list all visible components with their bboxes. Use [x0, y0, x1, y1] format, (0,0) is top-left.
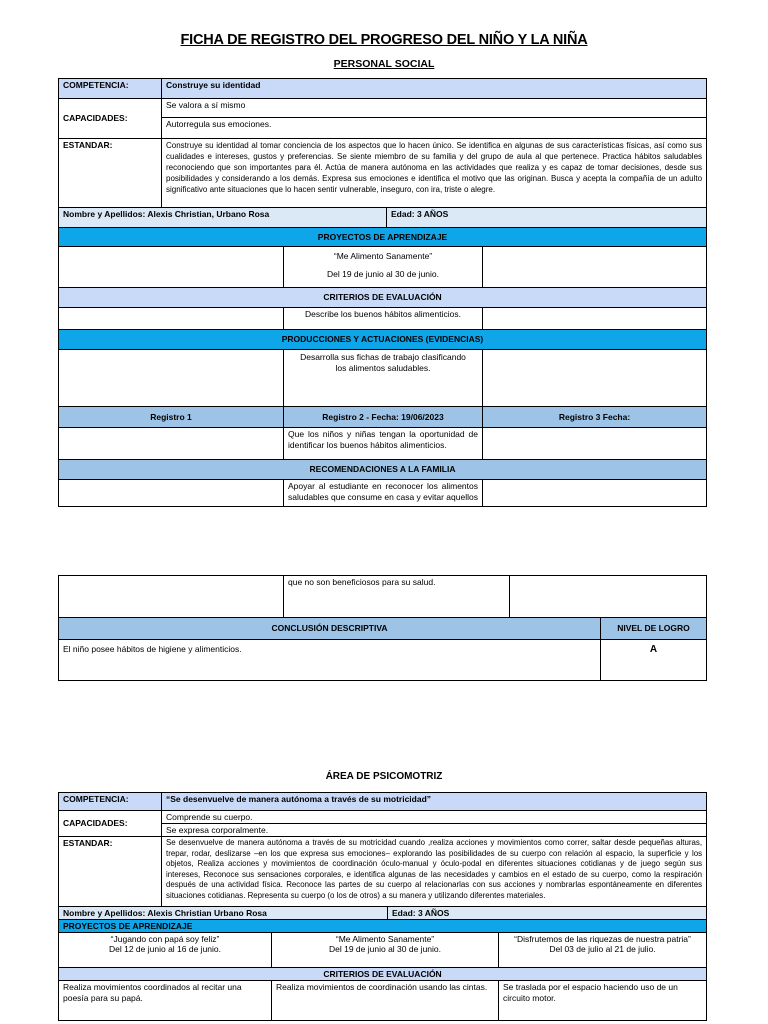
criterios-header: CRITERIOS DE EVALUACIÓN: [59, 968, 707, 981]
competencia-label: COMPETENCIA:: [59, 79, 162, 99]
criterio-cell: Realiza movimientos de coordinación usando las cintas.: [272, 981, 499, 1021]
proyecto-cell: [59, 933, 272, 968]
proyecto-dates: Del 12 de junio al 16 de junio.: [109, 944, 221, 954]
criterio-cell: Describe los buenos hábitos alimenticios.: [284, 308, 483, 330]
proyecto-dates: Del 19 de junio al 30 de junio.: [329, 944, 441, 954]
capacidades-label: CAPACIDADES:: [59, 99, 162, 139]
capacidad-item: Se valora a sí mismo: [162, 99, 707, 118]
personal-social-table: [58, 78, 707, 507]
empty-cell: [510, 576, 707, 618]
nivel-value: A: [601, 640, 707, 681]
criterio-cell: Realiza movimientos coordinados al recitar una poesía para su papá.: [59, 981, 272, 1021]
criterio-cell: Se traslada por el espacio haciendo uso de un circuito motor.: [499, 981, 707, 1021]
capacidad-item: Autorregula sus emociones.: [162, 118, 707, 139]
estandar-text: Construye su identidad al tomar conciencia de los aspectos que lo hacen único. Se identifica en algunas de sus características físicas, así como sus cualidades e intereses, gustos y preferencias. Se siente miembro de su familia y del grupo de aula al que pertenece. Practica hábitos saludables reconociendo que son importantes para él. Actúa de manera autónoma en las actividades que realiza y es capaz de tomar decisiones, desde sus posibilidades y considerando a los demás. Expresa sus emociones e identifica el motivo que las originan. Busca y acepta la compañía de un adulto significativo ante situaciones que lo hacen sentir vulnerable, inseguro, con ira, triste o alegre.: [162, 139, 707, 208]
estandar-text: Se desenvuelve de manera autónoma a través de su motricidad cuando ,realiza acciones y movimientos como correr, saltar desde pequeñas alturas, trepar, rodar, deslizarse –en los que expresa sus emociones– explorando las posibilidades de su cuerpo con relación al espacio, la superficie y los objetos, Realiza acciones y movimientos de coordinación óculo-manual y óculo-podal en diferentes situaciones cotidianas y de juego según sus intereses, Reconoce sus sensaciones corporales, e identifica algunas de las necesidades y cambios en el estado de su cuerpo, como la respiración después de una actividad física. Reconoce las partes de su cuerpo al relacionarlas con sus acciones y nombrarlas espontáneamente en diferentes situaciones cotidianas. Representa su cuerpo (o los de otros) a su manera y utilizando diferentes materiales.: [162, 837, 707, 907]
student-name: Nombre y Apellidos: Alexis Christian Urbano Rosa: [59, 907, 388, 920]
proyecto-dates: Del 19 de junio al 30 de junio.: [327, 269, 439, 279]
produccion-cell: Desarrolla sus fichas de trabajo clasificando los alimentos saludables.: [284, 350, 483, 407]
registro-1-header: Registro 1: [59, 407, 284, 428]
competencia-value: “Se desenvuelve de manera autónoma a través de su motricidad”: [162, 793, 707, 811]
empty-cell: [483, 428, 707, 460]
proyecto-name: “Jugando con papá soy feliz”: [110, 934, 220, 944]
psicomotriz-table: [58, 792, 707, 1021]
nivel-header: NIVEL DE LOGRO: [601, 618, 707, 640]
proyecto-name: “Disfrutemos de las riquezas de nuestra patria”: [514, 934, 691, 944]
area-title-personal-social: PERSONAL SOCIAL: [333, 58, 435, 70]
document-title: FICHA DE REGISTRO DEL PROGRESO DEL NIÑO Y LA NIÑA: [180, 32, 588, 48]
proyectos-header: PROYECTOS DE APRENDIZAJE: [59, 228, 707, 247]
competencia-label: COMPETENCIA:: [59, 793, 162, 811]
empty-cell: [59, 308, 284, 330]
competencia-value: Construye su identidad: [162, 79, 707, 99]
empty-cell: [59, 350, 284, 407]
recomendaciones-header: RECOMENDACIONES A LA FAMILIA: [59, 460, 707, 480]
registro-2-header: Registro 2 - Fecha: 19/06/2023: [284, 407, 483, 428]
capacidades-label: CAPACIDADES:: [59, 811, 162, 837]
conclusion-text: El niño posee hábitos de higiene y alimenticios.: [59, 640, 601, 681]
empty-cell: [483, 308, 707, 330]
capacidad-item: Comprende su cuerpo.: [162, 811, 707, 824]
empty-cell: [483, 480, 707, 507]
criterios-header: CRITERIOS DE EVALUACIÓN: [59, 288, 707, 308]
empty-cell: [59, 247, 284, 288]
proyecto-cell: [284, 247, 483, 288]
student-age: Edad: 3 AÑOS: [388, 907, 707, 920]
proyectos-header: PROYECTOS DE APRENDIZAJE: [59, 920, 707, 933]
empty-cell: [483, 247, 707, 288]
personal-social-continuation-table: [58, 575, 707, 681]
registro-2-text: Que los niños y niñas tengan la oportunidad de identificar los buenos hábitos alimenticios.: [284, 428, 483, 460]
producciones-header: PRODUCCIONES Y ACTUACIONES (EVIDENCIAS): [59, 330, 707, 350]
registro-3-header: Registro 3 Fecha:: [483, 407, 707, 428]
capacidad-item: Se expresa corporalmente.: [162, 824, 707, 837]
empty-cell: [59, 428, 284, 460]
proyecto-cell: [272, 933, 499, 968]
student-age: Edad: 3 AÑOS: [387, 208, 707, 228]
recomendacion-continuation: que no son beneficiosos para su salud.: [284, 576, 510, 618]
proyecto-dates: Del 03 de julio al 21 de julio.: [549, 944, 656, 954]
conclusion-header: CONCLUSIÓN DESCRIPTIVA: [59, 618, 601, 640]
empty-cell: [483, 350, 707, 407]
empty-cell: [59, 576, 284, 618]
empty-cell: [59, 480, 284, 507]
proyecto-name: “Me Alimento Sanamente”: [333, 251, 433, 261]
proyecto-name: “Me Alimento Sanamente”: [335, 934, 435, 944]
estandar-label: ESTANDAR:: [59, 837, 162, 907]
proyecto-cell: [499, 933, 707, 968]
student-name: Nombre y Apellidos: Alexis Christian, Urbano Rosa: [59, 208, 387, 228]
area-title-psicomotriz: ÁREA DE PSICOMOTRIZ: [325, 771, 443, 782]
estandar-label: ESTANDAR:: [59, 139, 162, 208]
recomendacion-text: Apoyar al estudiante en reconocer los alimentos saludables que consume en casa y evitar aquellos: [284, 480, 483, 507]
